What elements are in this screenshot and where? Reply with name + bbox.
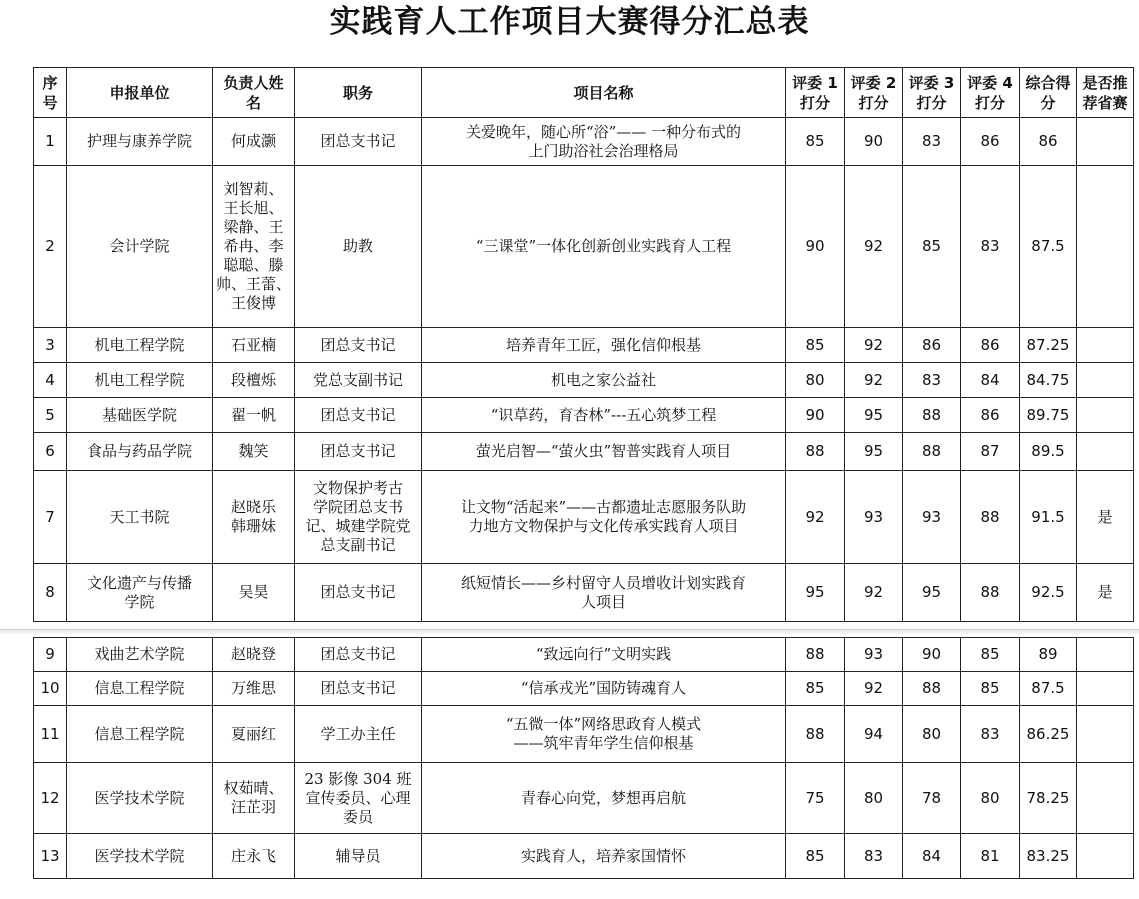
cell-s4: 83 (961, 166, 1020, 328)
cell-s3: 83 (903, 118, 961, 166)
cell-line: 文物保护考古 (312, 479, 403, 497)
cell-person (213, 166, 295, 328)
cell-s1: 85 (786, 118, 845, 166)
cell-person: 庄永飞 (213, 834, 295, 879)
cell-project: 机电之家公益社 (422, 363, 786, 398)
cell-s2: 92 (845, 564, 903, 622)
cell-no: 11 (34, 706, 67, 763)
cell-person: 万维思 (213, 672, 295, 706)
cell-post: 团总支书记 (295, 564, 422, 622)
cell-project (422, 706, 786, 763)
header-col-recommend (1077, 68, 1134, 118)
cell-no: 3 (34, 328, 67, 363)
cell-rec (1077, 638, 1134, 672)
cell-line: 力地方文物保护与文化传承实践育人项目 (468, 517, 739, 535)
table-row (34, 471, 1134, 564)
cell-line: 是否推 (1082, 73, 1128, 92)
cell-s4: 85 (961, 672, 1020, 706)
cell-line: 号 (42, 93, 58, 112)
cell-person: 吴昊 (213, 564, 295, 622)
header-col-judge1 (786, 68, 845, 118)
cell-s2: 93 (845, 638, 903, 672)
table-row (34, 672, 1134, 706)
cell-post: 团总支书记 (295, 398, 422, 433)
table-row (34, 834, 1134, 879)
cell-line: 评委 1 (792, 73, 838, 92)
cell-s3: 95 (903, 564, 961, 622)
cell-total: 89.75 (1020, 398, 1077, 433)
cell-rec (1077, 706, 1134, 763)
cell-project: “致远向行”文明实践 (422, 638, 786, 672)
cell-s1: 85 (786, 672, 845, 706)
cell-line: 分 (1040, 93, 1056, 112)
cell-line: 宣传委员、心理 (305, 788, 411, 807)
cell-project: 培养青年工匠，强化信仰根基 (422, 328, 786, 363)
cell-rec: 是 (1077, 471, 1134, 564)
cell-s1: 95 (786, 564, 845, 622)
cell-no: 1 (34, 118, 67, 166)
cell-rec (1077, 672, 1134, 706)
cell-no: 8 (34, 564, 67, 622)
cell-line: 委员 (342, 807, 373, 826)
cell-line: ——筑牢青年学生信仰根基 (513, 734, 694, 752)
cell-line: 23 影像 304 班 (304, 769, 412, 788)
cell-no: 12 (34, 763, 67, 834)
cell-total: 86.25 (1020, 706, 1077, 763)
cell-total: 87.25 (1020, 328, 1077, 363)
header-col-judge3 (903, 68, 961, 118)
cell-s2: 94 (845, 706, 903, 763)
cell-project: 青春心向党，梦想再启航 (422, 763, 786, 834)
table-row (34, 328, 1134, 363)
cell-s1: 85 (786, 328, 845, 363)
cell-s1: 85 (786, 834, 845, 879)
score-table-page-1 (33, 67, 1134, 622)
cell-s2: 90 (845, 118, 903, 166)
cell-s1: 92 (786, 471, 845, 564)
cell-unit: 基础医学院 (67, 398, 213, 433)
cell-line: 让文物“活起来”——古都遗址志愿服务队助 (460, 498, 747, 516)
header-col-project (422, 68, 786, 118)
cell-s3: 93 (903, 471, 961, 564)
cell-line: 刘智莉、 (223, 180, 284, 198)
cell-line: 评委 4 (967, 73, 1013, 92)
cell-line: 赵晓乐 (230, 498, 276, 516)
table-row (34, 433, 1134, 471)
cell-s4: 86 (961, 398, 1020, 433)
cell-project: 实践育人，培养家国情怀 (422, 834, 786, 879)
cell-person: 石亚楠 (213, 328, 295, 363)
cell-line: 帅、王蕾、 (215, 275, 291, 293)
cell-s2: 92 (845, 672, 903, 706)
cell-line: 权茹晴、 (223, 779, 284, 797)
table-row (34, 638, 1134, 672)
cell-post: 团总支书记 (295, 433, 422, 471)
cell-rec (1077, 398, 1134, 433)
cell-s4: 83 (961, 706, 1020, 763)
cell-total: 86 (1020, 118, 1077, 166)
cell-unit: 机电工程学院 (67, 328, 213, 363)
cell-post: 团总支书记 (295, 118, 422, 166)
cell-line: 王俊博 (230, 294, 276, 312)
cell-post: 团总支书记 (295, 672, 422, 706)
cell-s3: 88 (903, 672, 961, 706)
cell-line: 上门助浴社会治理格局 (528, 141, 679, 160)
cell-unit: 会计学院 (67, 166, 213, 328)
cell-total: 87.5 (1020, 166, 1077, 328)
cell-line: 汪芷羽 (230, 798, 276, 816)
cell-line: 打分 (916, 93, 947, 112)
cell-line: 负责人姓 (223, 73, 284, 92)
cell-project (422, 564, 786, 622)
cell-line: 梁静、王 (223, 218, 284, 236)
cell-person: 何成灏 (213, 118, 295, 166)
cell-total: 89.5 (1020, 433, 1077, 471)
header-row (34, 68, 1134, 118)
cell-line: 希冉、李 (223, 237, 284, 255)
cell-line: 打分 (974, 93, 1005, 112)
cell-no: 13 (34, 834, 67, 879)
cell-unit: 食品与药品学院 (67, 433, 213, 471)
page-break-divider (0, 629, 1139, 634)
cell-s2: 95 (845, 433, 903, 471)
cell-line: 项目名称 (573, 83, 634, 102)
cell-s2: 92 (845, 363, 903, 398)
cell-s2: 92 (845, 328, 903, 363)
cell-person: 赵晓登 (213, 638, 295, 672)
cell-person: 段檀烁 (213, 363, 295, 398)
cell-line: 打分 (858, 93, 889, 112)
cell-rec (1077, 118, 1134, 166)
cell-s1: 88 (786, 706, 845, 763)
cell-no: 5 (34, 398, 67, 433)
header-col-person (213, 68, 295, 118)
cell-unit: 信息工程学院 (67, 706, 213, 763)
cell-s3: 78 (903, 763, 961, 834)
cell-line: 王长旭、 (223, 199, 284, 217)
cell-line: 文化遗产与传播 (86, 573, 192, 592)
cell-line: 名 (245, 93, 261, 112)
cell-line: 学院团总支书 (312, 498, 403, 516)
cell-line: 打分 (799, 93, 830, 112)
cell-s2: 92 (845, 166, 903, 328)
cell-s3: 86 (903, 328, 961, 363)
cell-s3: 80 (903, 706, 961, 763)
header-col-total (1020, 68, 1077, 118)
cell-unit: 医学技术学院 (67, 763, 213, 834)
cell-person: 魏笑 (213, 433, 295, 471)
table-row (34, 564, 1134, 622)
cell-project (422, 118, 786, 166)
cell-post: 助教 (295, 166, 422, 328)
header-col-judge2 (845, 68, 903, 118)
cell-line: 评委 2 (850, 73, 897, 92)
cell-s4: 86 (961, 328, 1020, 363)
table-row (34, 763, 1134, 834)
cell-s4: 80 (961, 763, 1020, 834)
cell-total: 91.5 (1020, 471, 1077, 564)
cell-s3: 83 (903, 363, 961, 398)
cell-rec (1077, 763, 1134, 834)
cell-person (213, 763, 295, 834)
cell-post: 党总支副书记 (295, 363, 422, 398)
cell-s3: 90 (903, 638, 961, 672)
cell-rec (1077, 433, 1134, 471)
cell-s4: 88 (961, 564, 1020, 622)
cell-line: 韩珊妹 (230, 517, 276, 535)
cell-person: 翟一帆 (213, 398, 295, 433)
cell-total: 89 (1020, 638, 1077, 672)
cell-s3: 85 (903, 166, 961, 328)
cell-s4: 85 (961, 638, 1020, 672)
cell-project: 萤光启智—“萤火虫”智普实践育人项目 (422, 433, 786, 471)
cell-total: 84.75 (1020, 363, 1077, 398)
cell-post: 辅导员 (295, 834, 422, 879)
cell-unit: 机电工程学院 (67, 363, 213, 398)
cell-s1: 90 (786, 398, 845, 433)
cell-unit: 信息工程学院 (67, 672, 213, 706)
cell-line: 评委 3 (908, 73, 955, 92)
cell-rec (1077, 363, 1134, 398)
cell-no: 4 (34, 363, 67, 398)
cell-project: “三课堂”一体化创新创业实践育人工程 (422, 166, 786, 328)
cell-line: 聪聪、滕 (223, 256, 284, 274)
header-col-index (34, 68, 67, 118)
cell-line: 记、城建学院党 (305, 517, 411, 535)
cell-s1: 88 (786, 638, 845, 672)
cell-line: 关爱晚年，随心所“浴”—— 一种分布式的 (465, 122, 742, 141)
cell-line: 学院 (124, 592, 155, 611)
cell-no: 9 (34, 638, 67, 672)
cell-total: 87.5 (1020, 672, 1077, 706)
cell-no: 10 (34, 672, 67, 706)
cell-rec: 是 (1077, 564, 1134, 622)
cell-post: 团总支书记 (295, 328, 422, 363)
cell-project: “信承戎光”国防铸魂育人 (422, 672, 786, 706)
cell-post: 团总支书记 (295, 638, 422, 672)
cell-post (295, 471, 422, 564)
cell-rec (1077, 166, 1134, 328)
cell-line: 序 (42, 73, 58, 92)
table-row (34, 398, 1134, 433)
cell-s1: 75 (786, 763, 845, 834)
cell-no: 6 (34, 433, 67, 471)
cell-line: 总支副书记 (320, 536, 396, 554)
cell-unit (67, 564, 213, 622)
cell-s2: 93 (845, 471, 903, 564)
cell-unit: 护理与康养学院 (67, 118, 213, 166)
cell-s4: 84 (961, 363, 1020, 398)
cell-s4: 86 (961, 118, 1020, 166)
cell-unit: 戏曲艺术学院 (67, 638, 213, 672)
cell-s4: 81 (961, 834, 1020, 879)
cell-project (422, 471, 786, 564)
cell-person: 夏丽红 (213, 706, 295, 763)
cell-line: 综合得 (1025, 73, 1071, 92)
cell-rec (1077, 834, 1134, 879)
cell-s2: 95 (845, 398, 903, 433)
cell-person (213, 471, 295, 564)
cell-s2: 83 (845, 834, 903, 879)
cell-line: 人项目 (580, 592, 626, 611)
cell-line: “五微一体”网络思政育人模式 (505, 715, 702, 733)
cell-s1: 80 (786, 363, 845, 398)
cell-s4: 88 (961, 471, 1020, 564)
table-row (34, 363, 1134, 398)
cell-no: 2 (34, 166, 67, 328)
cell-line: 申报单位 (109, 83, 170, 102)
cell-s2: 80 (845, 763, 903, 834)
header-col-unit (67, 68, 213, 118)
table-row (34, 118, 1134, 166)
score-table-page-2 (33, 637, 1134, 879)
cell-s3: 84 (903, 834, 961, 879)
cell-unit: 天工书院 (67, 471, 213, 564)
header-col-post (295, 68, 422, 118)
cell-s3: 88 (903, 398, 961, 433)
cell-unit: 医学技术学院 (67, 834, 213, 879)
header-col-judge4 (961, 68, 1020, 118)
page-title: 实践育人工作项目大赛得分汇总表 (329, 4, 810, 40)
cell-s4: 87 (961, 433, 1020, 471)
table-row (34, 166, 1134, 328)
cell-s1: 88 (786, 433, 845, 471)
cell-s1: 90 (786, 166, 845, 328)
table-row (34, 706, 1134, 763)
cell-line: 荐省赛 (1082, 93, 1128, 112)
cell-total: 78.25 (1020, 763, 1077, 834)
cell-project: “识草药，育杏林”---五心筑梦工程 (422, 398, 786, 433)
cell-no: 7 (34, 471, 67, 564)
cell-line: 职务 (342, 83, 373, 102)
cell-s3: 88 (903, 433, 961, 471)
cell-post (295, 763, 422, 834)
cell-total: 92.5 (1020, 564, 1077, 622)
cell-line: 纸短情长——乡村留守人员增收计划实践育 (460, 573, 746, 592)
cell-total: 83.25 (1020, 834, 1077, 879)
cell-rec (1077, 328, 1134, 363)
cell-post: 学工办主任 (295, 706, 422, 763)
